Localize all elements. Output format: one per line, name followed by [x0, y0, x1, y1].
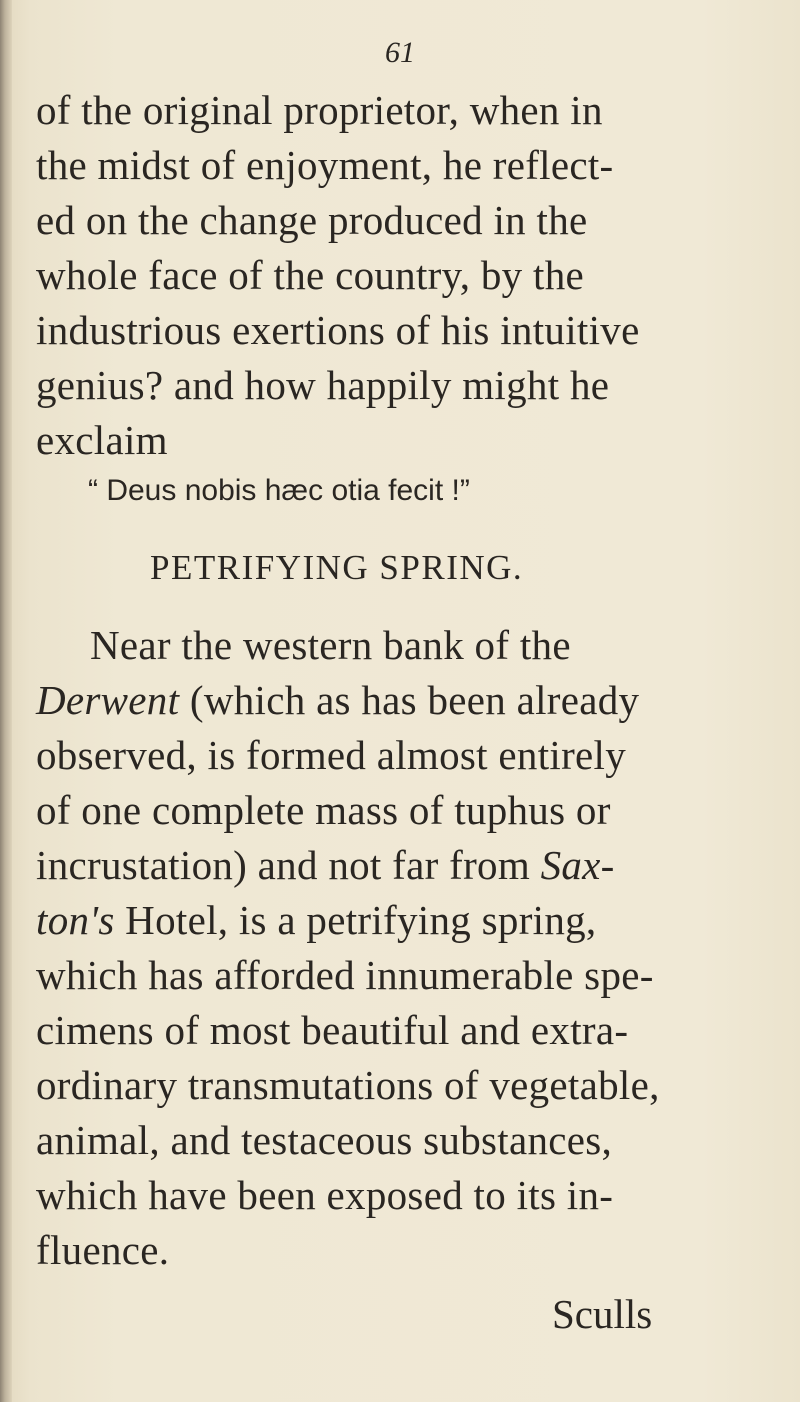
paragraph-line: cimens of most beautiful and extra- — [36, 1007, 629, 1053]
paragraph-text: Hotel, is a petrifying spring, — [114, 897, 597, 943]
section-heading: PETRIFYING SPRING. — [150, 548, 524, 587]
paragraph-text: (which as has been already — [179, 677, 640, 723]
paragraph-line — [36, 677, 660, 723]
italic-name: ton's — [36, 897, 115, 943]
paragraph-line: genius? and how happily might he — [36, 362, 610, 408]
paragraph-line: animal, and testaceous substances, — [36, 1117, 613, 1163]
page-number: 61 — [385, 36, 415, 69]
paragraph-line: which has afforded innumerable spe- — [36, 952, 654, 998]
paragraph-line: ordinary transmutations of vegetable, — [36, 1062, 660, 1108]
italic-place-name: Derwent — [36, 677, 180, 723]
paragraph-line — [36, 897, 660, 943]
catchword: Sculls — [552, 1291, 653, 1337]
paragraph-line: fluence. — [36, 1227, 170, 1273]
paragraph-line: exclaim — [36, 417, 168, 463]
latin-epigraph: “ Deus nobis hæc otia fecit !” — [88, 474, 470, 507]
paragraph-line — [36, 842, 660, 888]
paragraph-line: the midst of enjoyment, he reflect- — [36, 142, 614, 188]
paragraph-line: ed on the change produced in the — [36, 197, 588, 243]
paragraph-line: Near the western bank of the — [90, 622, 571, 668]
paragraph-text: incrustation) and not far from — [36, 842, 541, 888]
paragraph-line: of the original proprietor, when in — [36, 87, 603, 133]
paragraph-line: observed, is formed almost entirely — [36, 732, 627, 778]
paragraph-line: which have been exposed to its in- — [36, 1172, 614, 1218]
page-gutter-shadow — [0, 0, 12, 1402]
paragraph-line: industrious exertions of his intuitive — [36, 307, 640, 353]
italic-name: Sax- — [540, 842, 615, 888]
paragraph-line: whole face of the country, by the — [36, 252, 585, 298]
paragraph-line: of one complete mass of tuphus or — [36, 787, 611, 833]
